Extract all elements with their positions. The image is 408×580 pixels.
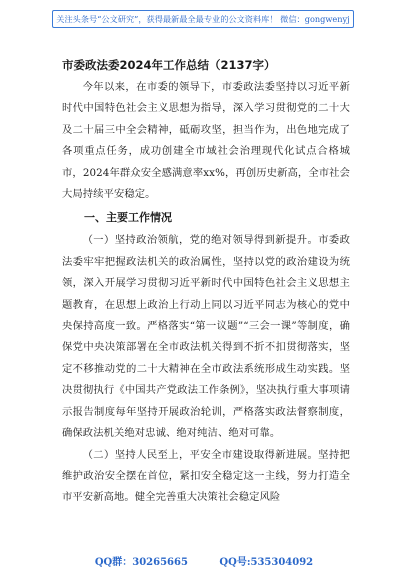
qq-group-label: QQ群：30265665 (94, 557, 188, 568)
paragraph-political-leadership: （一）坚持政治领航，党的绝对领导得到新提升。市委政法委牢牢把握政法机关的政治属性，坚持以党的政治建设为统领，深入开展学习贯彻习近平新时代中国特色社会主义思想主题教育，在思想上政治上行动上同以习近平同志为核心的党中央保持高度一致。严格落实“第一议题”“三会一课”等制度，确保党中央决策部署在全市政法机关得到不折不扣贯彻落实，坚定不移推动党的二十大精神在全市政法系统形成生动实践。坚决贯彻执行《中国共产党政法工作条例》，坚决执行重大事项请示报告制度每年坚持开展政治轮训，严格落实政法督察制度，确保政法机关绝对忠诚、绝对纯洁、绝对可靠。 (62, 234, 350, 440)
section-heading: 一、主要工作情况 (84, 211, 172, 225)
footer-contact (0, 553, 408, 568)
qq-number-label: QQ号:535304092 (219, 557, 314, 568)
intro-paragraph: 今年以来，在市委的领导下，市委政法委坚持以习近平新时代中国特色社会主义思想为指导，深入学习贯彻党的二十大及二十届三中全会精神，砥砺攻坚，担当作为，出色地完成了各项重点任务，成功创建全市域社会治理现代化试点合格城市，2024年群众安全感满意率xx%，再创历史新高，全市社会大局持续平安稳定。 (62, 81, 350, 201)
header-banner: 关注头条号“公文研究”，获得最新最全最专业的公文资料库！ 微信：gongwenyj (52, 10, 354, 28)
document-title: 市委政法委2024年工作总结（2137字） (62, 58, 276, 72)
document-body (62, 56, 350, 509)
paragraph-people-first: （二）坚持人民至上，平安全市建设取得新进展。坚持把维护政治安全摆在首位，紧扣安全稳定这一主线，努力打造全市平安新高地。健全完善重大决策社会稳定风险 (62, 448, 350, 504)
